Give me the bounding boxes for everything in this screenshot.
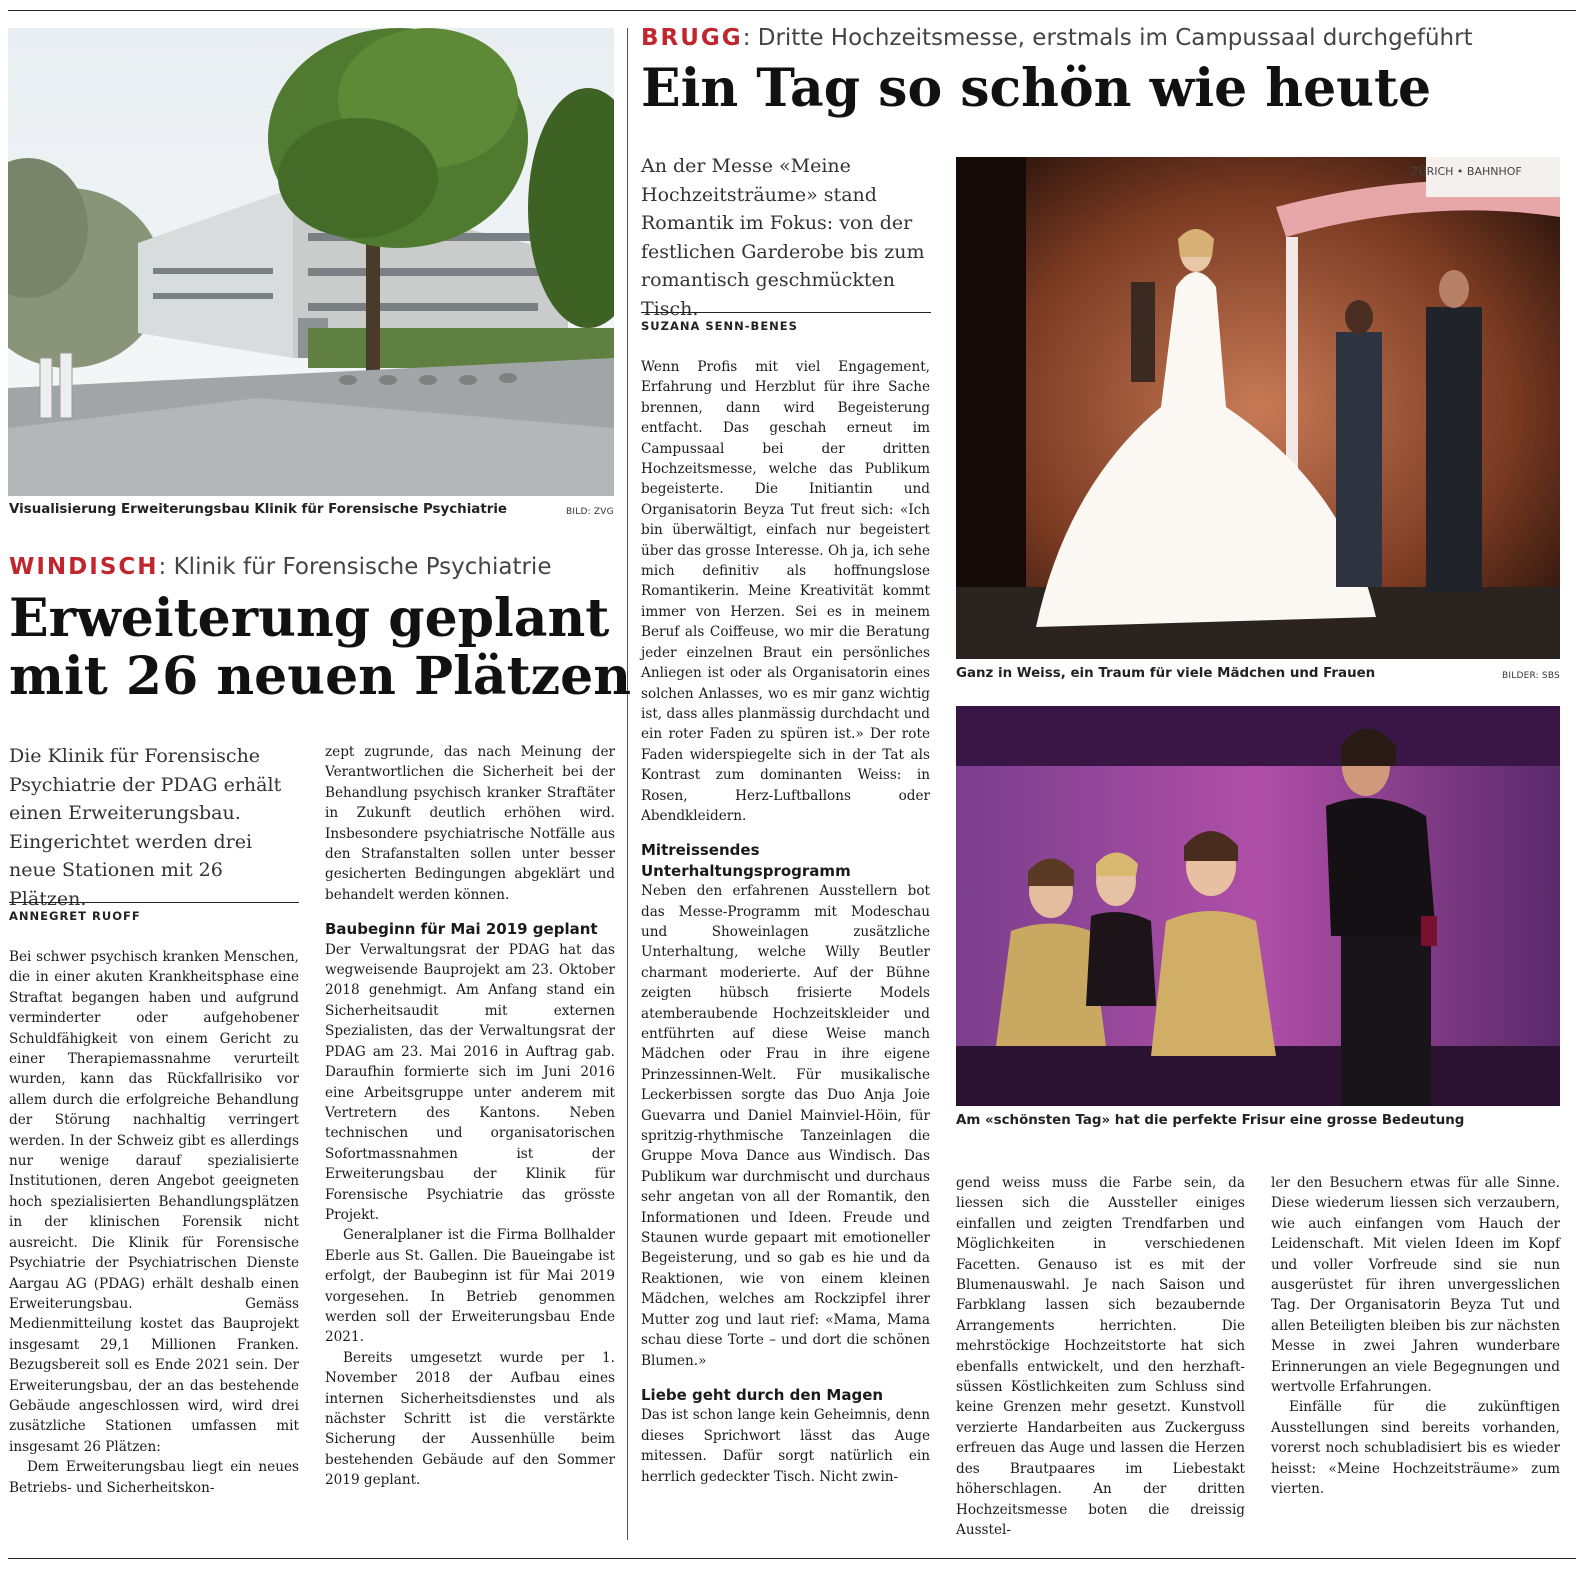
photo-credit: BILD: ZVG xyxy=(566,507,614,517)
paragraph: Neben den erfahrenen Ausstellern bot das Messe-Programm mit Modeschau und Showeinlagen zusätzliche Unterhaltung, welche Willy Beutler charmant moderierte. Auf der Bühne zeigten hübsch frisierte Models atemberaubende Hochzeitskleider und entführten auf diese Weise manch Mädchen oder Frau in ihre eigene Prinzessinnen-Welt. Für musikalische Leckerbissen sorgte das Duo Anja Joie Guevarra und Daniel Mainviel-Höin, für spritzig-rhythmische Tanzeinlagen die Gruppe Mova Dance aus Windisch. Das Publikum war durchmischt und durchaus sehr angetan von all der Romantik, den Informationen und Ideen. Freude und Staunen wurde gepaart mit emotioneller Begeisterung, und so gab es hie und da Reaktionen, wie von einem kleinen Mädchen, welches am Rockzipfel ihrer Mutter zog und laut rief: «Mama, Mama schau diese Torte – und dort die schönen Blumen.» xyxy=(641,883,930,1369)
bottom-rule xyxy=(8,1558,1576,1559)
paragraph: Bei schwer psychisch kranken Menschen, die in einer akuten Krankheitsphase eine Straftat begangen haben und aufgrund verminderter oder aufgehobener Schuldfähigkeit von einem Gericht zu einer Therapiemassnahme verurteilt wurden, kann das Rückfallrisiko vor allem durch die erfolgreiche Behandlung der Störung nachhaltig verringert werden. In der Schweiz gibt es allerdings nur wenige darauf spezialisierte Institutionen, deren Angebot geeigneten hoch spezialisierten Behandlungsplätzen in der klinischen Forensik nicht ausreicht. Die Klinik für Forensische Psychiatrie der Psychiatrischen Dienste Aargau AG (PDAG) erhält deshalb einen Erweiterungsbau. Gemäss Medienmitteilung kostet das Bauprojekt insgesamt 29,1 Millionen Franken. Bezugsbereit soll es Ende 2021 sein. Der Erweiterungsbau, der an das bestehende Gebäude angeschlossen wird, wird drei zusätzliche Stationen umfassen mit insgesamt 26 Plätzen: xyxy=(9,949,299,1455)
photo-caption: Visualisierung Erweiterungsbau Klinik für Forensische Psychiatrie xyxy=(9,502,508,517)
paragraph: Das ist schon lange kein Geheimnis, denn dieses Sprichwort lässt das Auge mitessen. Dafür sorgt natürlich ein herrlich gedeckter Tisch. Nicht zwin- xyxy=(641,1407,930,1485)
paragraph: Der Verwaltungsrat der PDAG hat das wegweisende Bauprojekt am 23. Oktober 2018 genehmigt. Am Anfang stand ein Sicherheitsaudit mit externen Spezialisten, das der Verwaltungsrat der PDAG am 23. Mai 2016 in Auftrag gab. Daraufhin formierte sich im Juni 2016 eine Arbeitsgruppe unter anderem mit Vertretern des Kantons. Neben technischen und organisatorischen Sofortmassnahmen ist der Erweiterungsbau der Klinik für Forensische Psychiatrie das grösste Projekt. xyxy=(325,941,615,1223)
building-visualisation-photo xyxy=(8,28,614,496)
subheading: Liebe geht durch den Magen xyxy=(641,1385,884,1404)
kicker-topic: : Dritte Hochzeitsmesse, erstmals im Campussaal durchgeführt xyxy=(742,25,1473,51)
stage-sign: ZÜRICH • BAHNHOF xyxy=(1411,165,1522,178)
paragraph: Dem Erweiterungsbau liegt ein neues Betriebs- und Sicherheitskon- xyxy=(9,1459,299,1496)
headline: Ein Tag so schön wie heute xyxy=(641,58,1432,119)
headline-line-2: mit 26 neuen Plätzen xyxy=(9,646,632,707)
headline xyxy=(9,590,631,706)
photo-caption: Am «schönsten Tag» hat die perfekte Frisur eine grosse Bedeutung xyxy=(956,1113,1465,1128)
kicker xyxy=(9,554,551,580)
paragraph: ler den Besuchern etwas für alle Sinne. Diese wiederum liessen sich verzaubern, wie auch einfangen vom Hauch der Leidenschaft. Mit vielen Ideen im Kopf und voller Vorfreude sind sie nun ausgerüstet für ihren unvergesslichen Tag. Der Organisatorin Beyza Tut und allen Beteiligten bleiben bis zur nächsten Messe in zwei Jahren wunderbare Erinnerungen an viele Begegnungen und wertvolle Erfahrungen. xyxy=(1271,1175,1560,1396)
column-5 xyxy=(1271,1173,1560,1500)
lead-text: Die Klinik für Forensische Psychiatrie der PDAG erhält einen Erweiterungsbau. Eingerichtet werden drei neue Stationen mit 26 Plätzen. xyxy=(9,745,282,910)
column-1 xyxy=(9,947,299,1498)
kicker-place: BRUGG xyxy=(641,25,743,51)
paragraph: gend weiss muss die Farbe sein, da liessen sich die Aussteller einiges einfallen und zeigten Trendfarben und Möglichkeiten in verschiedenen Facetten. Genauso ist es mit der Blumenauswahl. Je nach Saison und Farbklang lassen sich bezaubernde Arrangements herrichten. Die mehrstöckige Hochzeitstorte hat sich ebenfalls entwickelt, und den herzhaft-süssen Köstlichkeiten zum Schluss sind keine Grenzen mehr gesetzt. Kunstvoll verzierte Handarbeiten aus Zuckerguss erfreuen das Auge und lassen die Herzen des Brautpaares im Liebestakt höherschlagen. An der dritten Hochzeitsmesse boten die dreissig Ausstel- xyxy=(956,1175,1245,1538)
column-2 xyxy=(325,742,615,1491)
column-4 xyxy=(956,1173,1245,1540)
headline-line-1: Erweiterung geplant xyxy=(9,588,610,649)
column-3 xyxy=(641,357,930,1487)
subheading: Baubeginn für Mai 2019 geplant xyxy=(325,920,598,939)
paragraph: Generalplaner ist die Firma Bollhalder Eberle aus St. Gallen. Die Baueingabe ist erfolgt, der Baubeginn ist für Mai 2019 vorgesehen. In Betrieb genommen werden soll der Erweiterungsbau Ende 2021. xyxy=(325,1227,615,1346)
kicker-place: WINDISCH xyxy=(9,554,159,580)
paragraph: Wenn Profis mit viel Engagement, Erfahrung und Herzblut für ihre Sache brennen, dann wird Begeisterung entfacht. Das geschah erneut im Campussaal bei der dritten Hochzeitsmesse, welche das Publikum begeisterte. Die Initiantin und Organisatorin Beyza Tut freut sich: «Ich bin überwältigt, einfach nur begeistert über das grosse Interesse. Oh ja, ich sehe mich definitiv als hoffnungslose Romantikerin. Meine Kreativität kommt immer von Herzen. Sei es in meinem Beruf als Coiffeuse, wo mir die Beratung jeder einzelnen Braut ein persönliches Anliegen ist oder als Organisatorin eines solchen Anlasses, wo es mir ganz wichtig ist, dass alles planmässig durchdacht und ein roter Faden zu spüren ist.» Der rote Faden widerspiegelte sich in der Tat als Kontrast zum dominanten Weiss: in Rosen, Herz-Luftballons oder Abendkleidern. xyxy=(641,359,930,824)
kicker-topic: : Klinik für Forensische Psychiatrie xyxy=(158,554,552,580)
author-byline: ANNEGRET RUOFF xyxy=(9,902,299,923)
top-rule xyxy=(8,10,1576,11)
paragraph: Einfälle für die zukünftigen Ausstellungen sind bereits vorhanden, vorerst noch schubladisiert bis es wieder heisst: «Meine Hochzeitsträume» zum vierten. xyxy=(1271,1399,1560,1498)
lead-text: An der Messe «Meine Hochzeitsträume» stand Romantik im Fokus: von der festlichen Garderobe bis zum romantisch geschmückten Tisch. xyxy=(641,155,925,320)
subheading: Mitreissendes Unterhaltungsprogramm xyxy=(641,841,851,880)
hairstyling-photo xyxy=(956,706,1560,1106)
kicker xyxy=(641,25,1473,51)
photo-caption: Ganz in Weiss, ein Traum für viele Mädchen und Frauen xyxy=(956,666,1376,681)
bridal-show-photo xyxy=(956,157,1560,659)
paragraph: zept zugrunde, das nach Meinung der Verantwortlichen die Sicherheit bei der Behandlung psychisch kranker Straftäter in Zukunft deutlich erhöhen wird. Insbesondere psychiatrische Notfälle aus den Strafanstalten sollen unter besser gesicherten Bedingungen abgeklärt und behandelt werden können. xyxy=(325,744,615,903)
photo-credit: BILDER: SBS xyxy=(1502,671,1560,681)
paragraph: Bereits umgesetzt wurde per 1. November 2018 der Aufbau eines internen Sicherheitsdienstes und als nächster Schritt ist die verstärkte Sicherung der Aussenhülle beim bestehenden Gebäude auf den Sommer 2019 geplant. xyxy=(325,1349,615,1489)
column-divider xyxy=(627,28,628,1540)
author-byline: SUZANA SENN-BENES xyxy=(641,312,931,333)
